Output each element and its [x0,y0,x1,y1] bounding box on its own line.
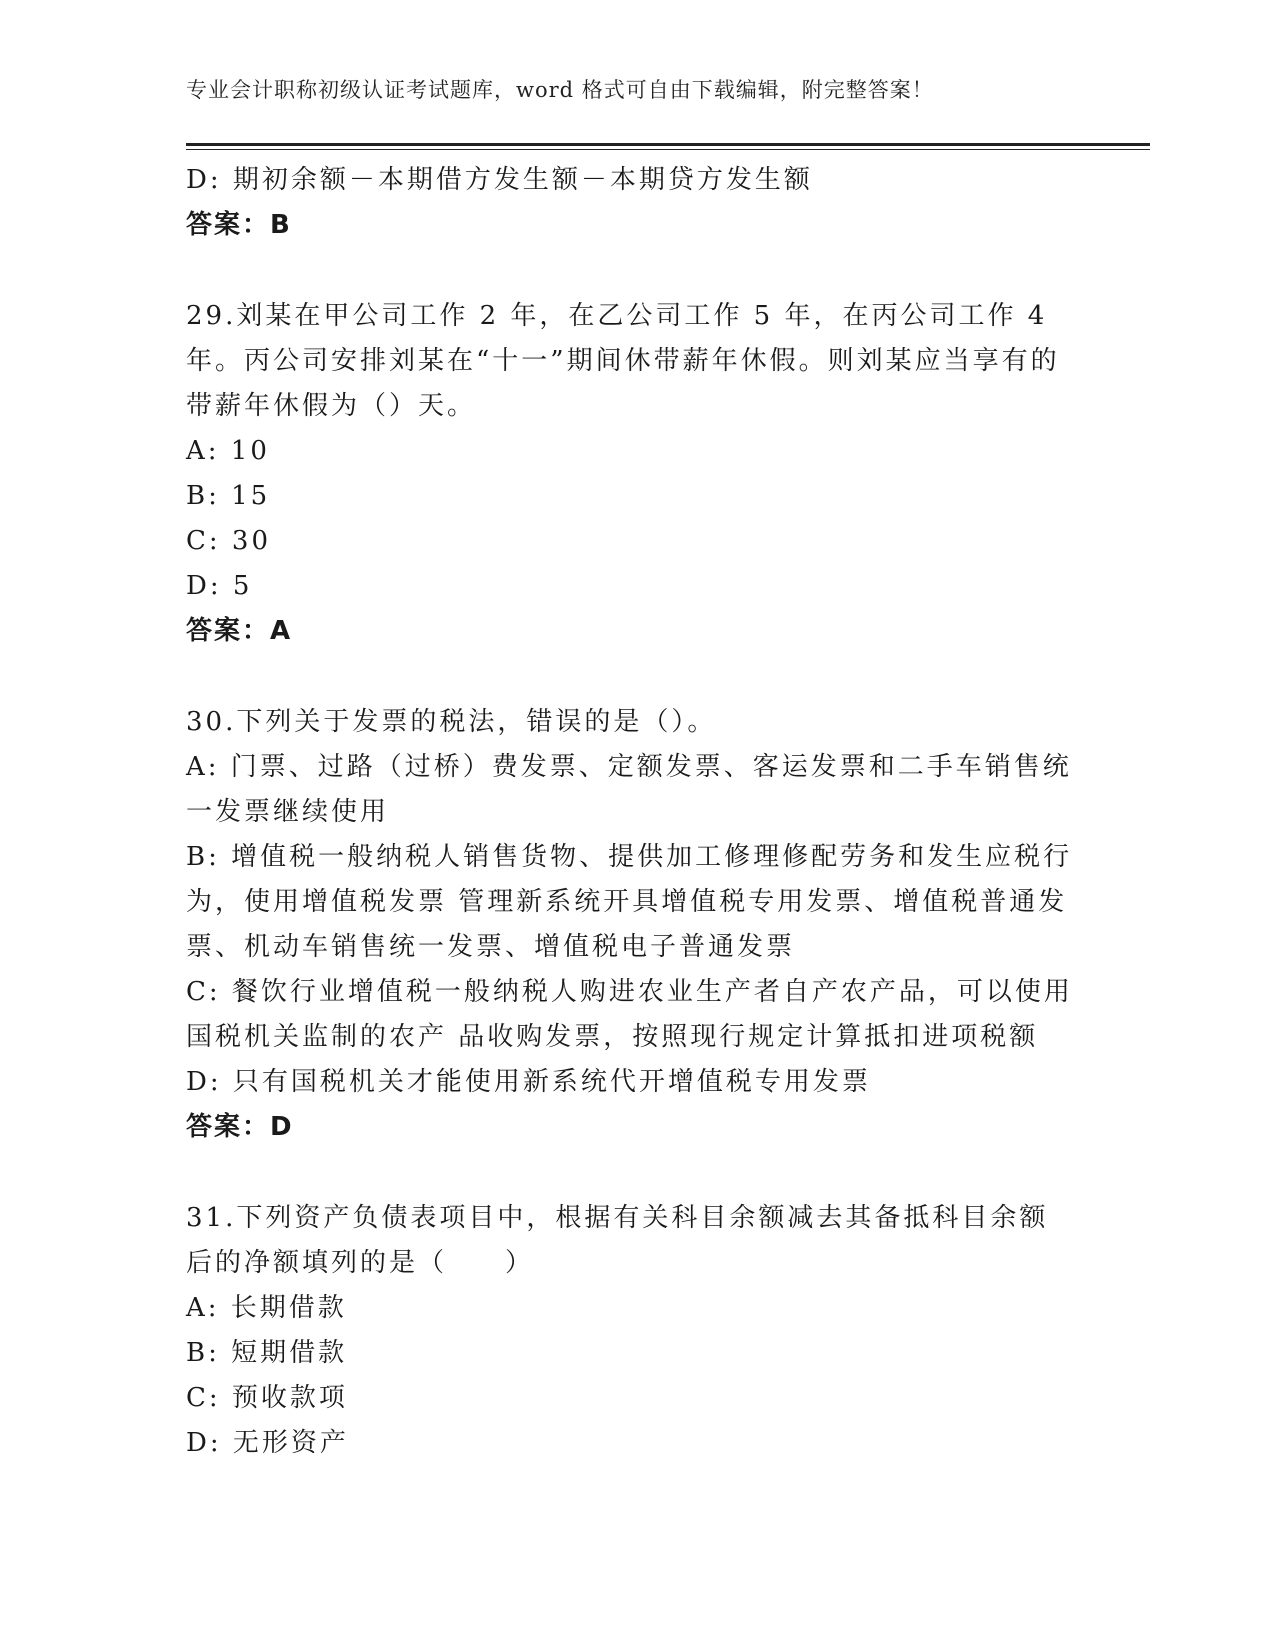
option-c: C: 30 [186,526,272,556]
option-d-continued: D: 期初余额－本期借方发生额－本期贷方发生额 [186,165,813,195]
answer-continued: 答案：B [186,210,292,240]
option-c: C: 预收款项 [186,1383,348,1413]
option-a: A: 长期借款 [186,1293,347,1323]
header-rule-thin [186,149,1150,150]
option-a: A: 10 [186,436,270,466]
spacer [186,248,1076,294]
document-body [186,158,1076,1466]
spacer [186,654,1076,700]
option-a: A: 门票、过路（过桥）费发票、定额发票、客运发票和二手车销售统一发票继续使用 [186,752,1072,827]
page-header: 专业会计职称初级认证考试题库，word 格式可自由下载编辑，附完整答案！ [186,78,934,102]
header-rule-thick [186,143,1150,146]
answer: 答案：D [186,1112,294,1142]
option-d: D: 只有国税机关才能使用新系统代开增值税专用发票 [186,1067,871,1097]
option-c: C: 餐饮行业增值税一般纳税人购进农业生产者自产农产品，可以使用国税机关监制的农产 品收购发票，按照现行规定计算抵扣进项税额 [186,977,1073,1052]
spacer [186,1150,1076,1196]
question-31 [186,1196,1076,1466]
option-b: B: 15 [186,481,271,511]
option-b: B: 增值税一般纳税人销售货物、提供加工修理修配劳务和发生应税行为，使用增值税发票 管理新系统开具增值税专用发票、增值税普通发票、机动车销售统一发票、增值税电子普通发票 [186,842,1073,962]
answer: 答案：A [186,616,293,646]
option-b: B: 短期借款 [186,1338,348,1368]
question-30 [186,700,1076,1150]
question-stem: 29.刘某在甲公司工作 2 年，在乙公司工作 5 年，在丙公司工作 4 年。丙公司安排刘某在“十一”期间休带薪年休假。则刘某应当享有的带薪年休假为（）天。 [186,301,1060,421]
option-d: D: 5 [186,571,253,601]
question-stem: 31.下列资产负债表项目中，根据有关科目余额减去其备抵科目余额后的净额填列的是（ ） [186,1203,1049,1278]
question-29 [186,294,1076,654]
question-stem: 30.下列关于发票的税法，错误的是（）。 [186,707,717,737]
option-d: D: 无形资产 [186,1428,349,1458]
